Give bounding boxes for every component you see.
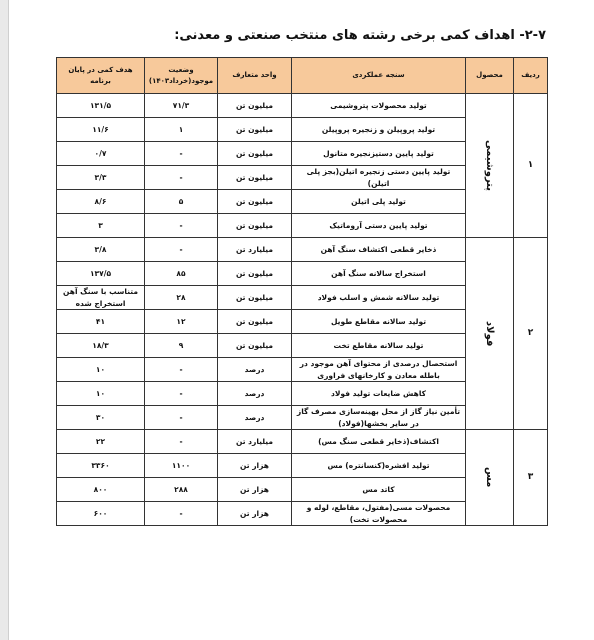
current-cell: ۱۱۰۰ (145, 454, 218, 478)
current-cell: - (145, 358, 218, 382)
current-cell: - (145, 382, 218, 406)
current-cell: ۵ (145, 190, 218, 214)
unit-cell: میلیون تن (218, 262, 292, 286)
current-cell: ۱۲ (145, 310, 218, 334)
indicator-cell: ذخایر قطعی اکتشاف سنگ آهن (292, 238, 466, 262)
target-cell: ۱۰ (57, 382, 145, 406)
product-field: مس (466, 430, 514, 526)
unit-cell: میلیون تن (218, 118, 292, 142)
indicator-cell: تولید سالانه مقاطع تخت (292, 334, 466, 358)
target-cell: ۴۱ (57, 310, 145, 334)
unit-cell: هزار تن (218, 502, 292, 526)
indicator-cell: محصولات مسی(مفتول، مقاطع، لوله و محصولات تخت) (292, 502, 466, 526)
current-cell: ۲۸ (145, 286, 218, 310)
current-cell: - (145, 502, 218, 526)
indicator-cell: اکتشاف(ذخایر قطعی سنگ مس) (292, 430, 466, 454)
current-cell: - (145, 406, 218, 430)
unit-cell: درصد (218, 406, 292, 430)
indicator-cell: تولید پایین دستی آروماتیک (292, 214, 466, 238)
current-cell: - (145, 238, 218, 262)
table-row (57, 238, 548, 262)
target-cell: ۱۳۷/۵ (57, 262, 145, 286)
target-cell: ۱۰ (57, 358, 145, 382)
target-cell: ۱۳۱/۵ (57, 94, 145, 118)
indicator-cell: استحصال درصدی از محتوای آهن موجود در باطله معادن و کارخانهای فراوری (292, 358, 466, 382)
quantitative-goals-table (56, 57, 548, 526)
header-indicator: سنجه عملکردی (292, 58, 466, 94)
current-cell: ۱ (145, 118, 218, 142)
target-cell: ۳/۳ (57, 166, 145, 190)
indicator-cell: تولید پایین دستی زنجیره اتیلن(بجز پلی اتیلن) (292, 166, 466, 190)
header-product: محصول (466, 58, 514, 94)
section-heading: ۲-۷- اهداف کمی برخی رشته های منتخب صنعتی و معدنی: (174, 28, 546, 43)
current-cell: - (145, 214, 218, 238)
page-edge (0, 0, 9, 640)
unit-cell: میلیون تن (218, 166, 292, 190)
target-cell: ۱۱/۶ (57, 118, 145, 142)
row-number: ۳ (514, 430, 548, 526)
target-cell: متناسب با سنگ آهن استخراج شده (57, 286, 145, 310)
row-number: ۲ (514, 238, 548, 430)
unit-cell: میلیون تن (218, 310, 292, 334)
target-cell: ۳ (57, 214, 145, 238)
unit-cell: میلیون تن (218, 190, 292, 214)
table-header-row (57, 58, 548, 94)
current-cell: - (145, 142, 218, 166)
current-cell: - (145, 166, 218, 190)
current-cell: ۷۱/۳ (145, 94, 218, 118)
unit-cell: هزار تن (218, 454, 292, 478)
indicator-cell: تولید پایین دستیزنجیره متانول (292, 142, 466, 166)
header-current-status: وضعیت موجود(خرداد۱۴۰۳) (145, 58, 218, 94)
current-cell: ۸۵ (145, 262, 218, 286)
unit-cell: میلیارد تن (218, 238, 292, 262)
header-row-number: ردیف (514, 58, 548, 94)
indicator-cell: کاتد مس (292, 478, 466, 502)
product-field: فولاد (466, 238, 514, 430)
indicator-cell: تولید محصولات پتروشیمی (292, 94, 466, 118)
product-field: پتروشیمی (466, 94, 514, 238)
indicator-cell: کاهش ضایعات تولید فولاد (292, 382, 466, 406)
current-cell: - (145, 430, 218, 454)
unit-cell: هزار تن (218, 478, 292, 502)
unit-cell: درصد (218, 358, 292, 382)
unit-cell: میلیون تن (218, 142, 292, 166)
unit-cell: درصد (218, 382, 292, 406)
indicator-cell: استخراج سالانه سنگ آهن (292, 262, 466, 286)
unit-cell: میلیون تن (218, 214, 292, 238)
indicator-cell: تأمین نیاز گاز از محل بهینه‌سازی مصرف گاز در سایر بخشها(فولاد) (292, 406, 466, 430)
target-cell: ۸/۶ (57, 190, 145, 214)
target-cell: ۳۰ (57, 406, 145, 430)
unit-cell: میلیون تن (218, 334, 292, 358)
target-cell: ۱۸/۳ (57, 334, 145, 358)
unit-cell: میلیون تن (218, 286, 292, 310)
table-row (57, 430, 548, 454)
header-target: هدف کمی در پایان برنامه (57, 58, 145, 94)
indicator-cell: تولید پروپیلن و زنجیره پروپیلن (292, 118, 466, 142)
current-cell: ۹ (145, 334, 218, 358)
unit-cell: میلیارد تن (218, 430, 292, 454)
target-cell: ۰/۷ (57, 142, 145, 166)
current-cell: ۲۸۸ (145, 478, 218, 502)
header-unit: واحد متعارف (218, 58, 292, 94)
indicator-cell: تولید سالانه مقاطع طویل (292, 310, 466, 334)
unit-cell: میلیون تن (218, 94, 292, 118)
target-cell: ۶۰۰ (57, 502, 145, 526)
target-cell: ۳۳۶۰ (57, 454, 145, 478)
indicator-cell: تولید افشره(کنسانتره) مس (292, 454, 466, 478)
target-cell: ۸۰۰ (57, 478, 145, 502)
target-cell: ۲۲ (57, 430, 145, 454)
indicator-cell: تولید پلی اتیلن (292, 190, 466, 214)
indicator-cell: تولید سالانه شمش و اسلب فولاد (292, 286, 466, 310)
row-number: ۱ (514, 94, 548, 238)
target-cell: ۳/۸ (57, 238, 145, 262)
table-row (57, 94, 548, 118)
